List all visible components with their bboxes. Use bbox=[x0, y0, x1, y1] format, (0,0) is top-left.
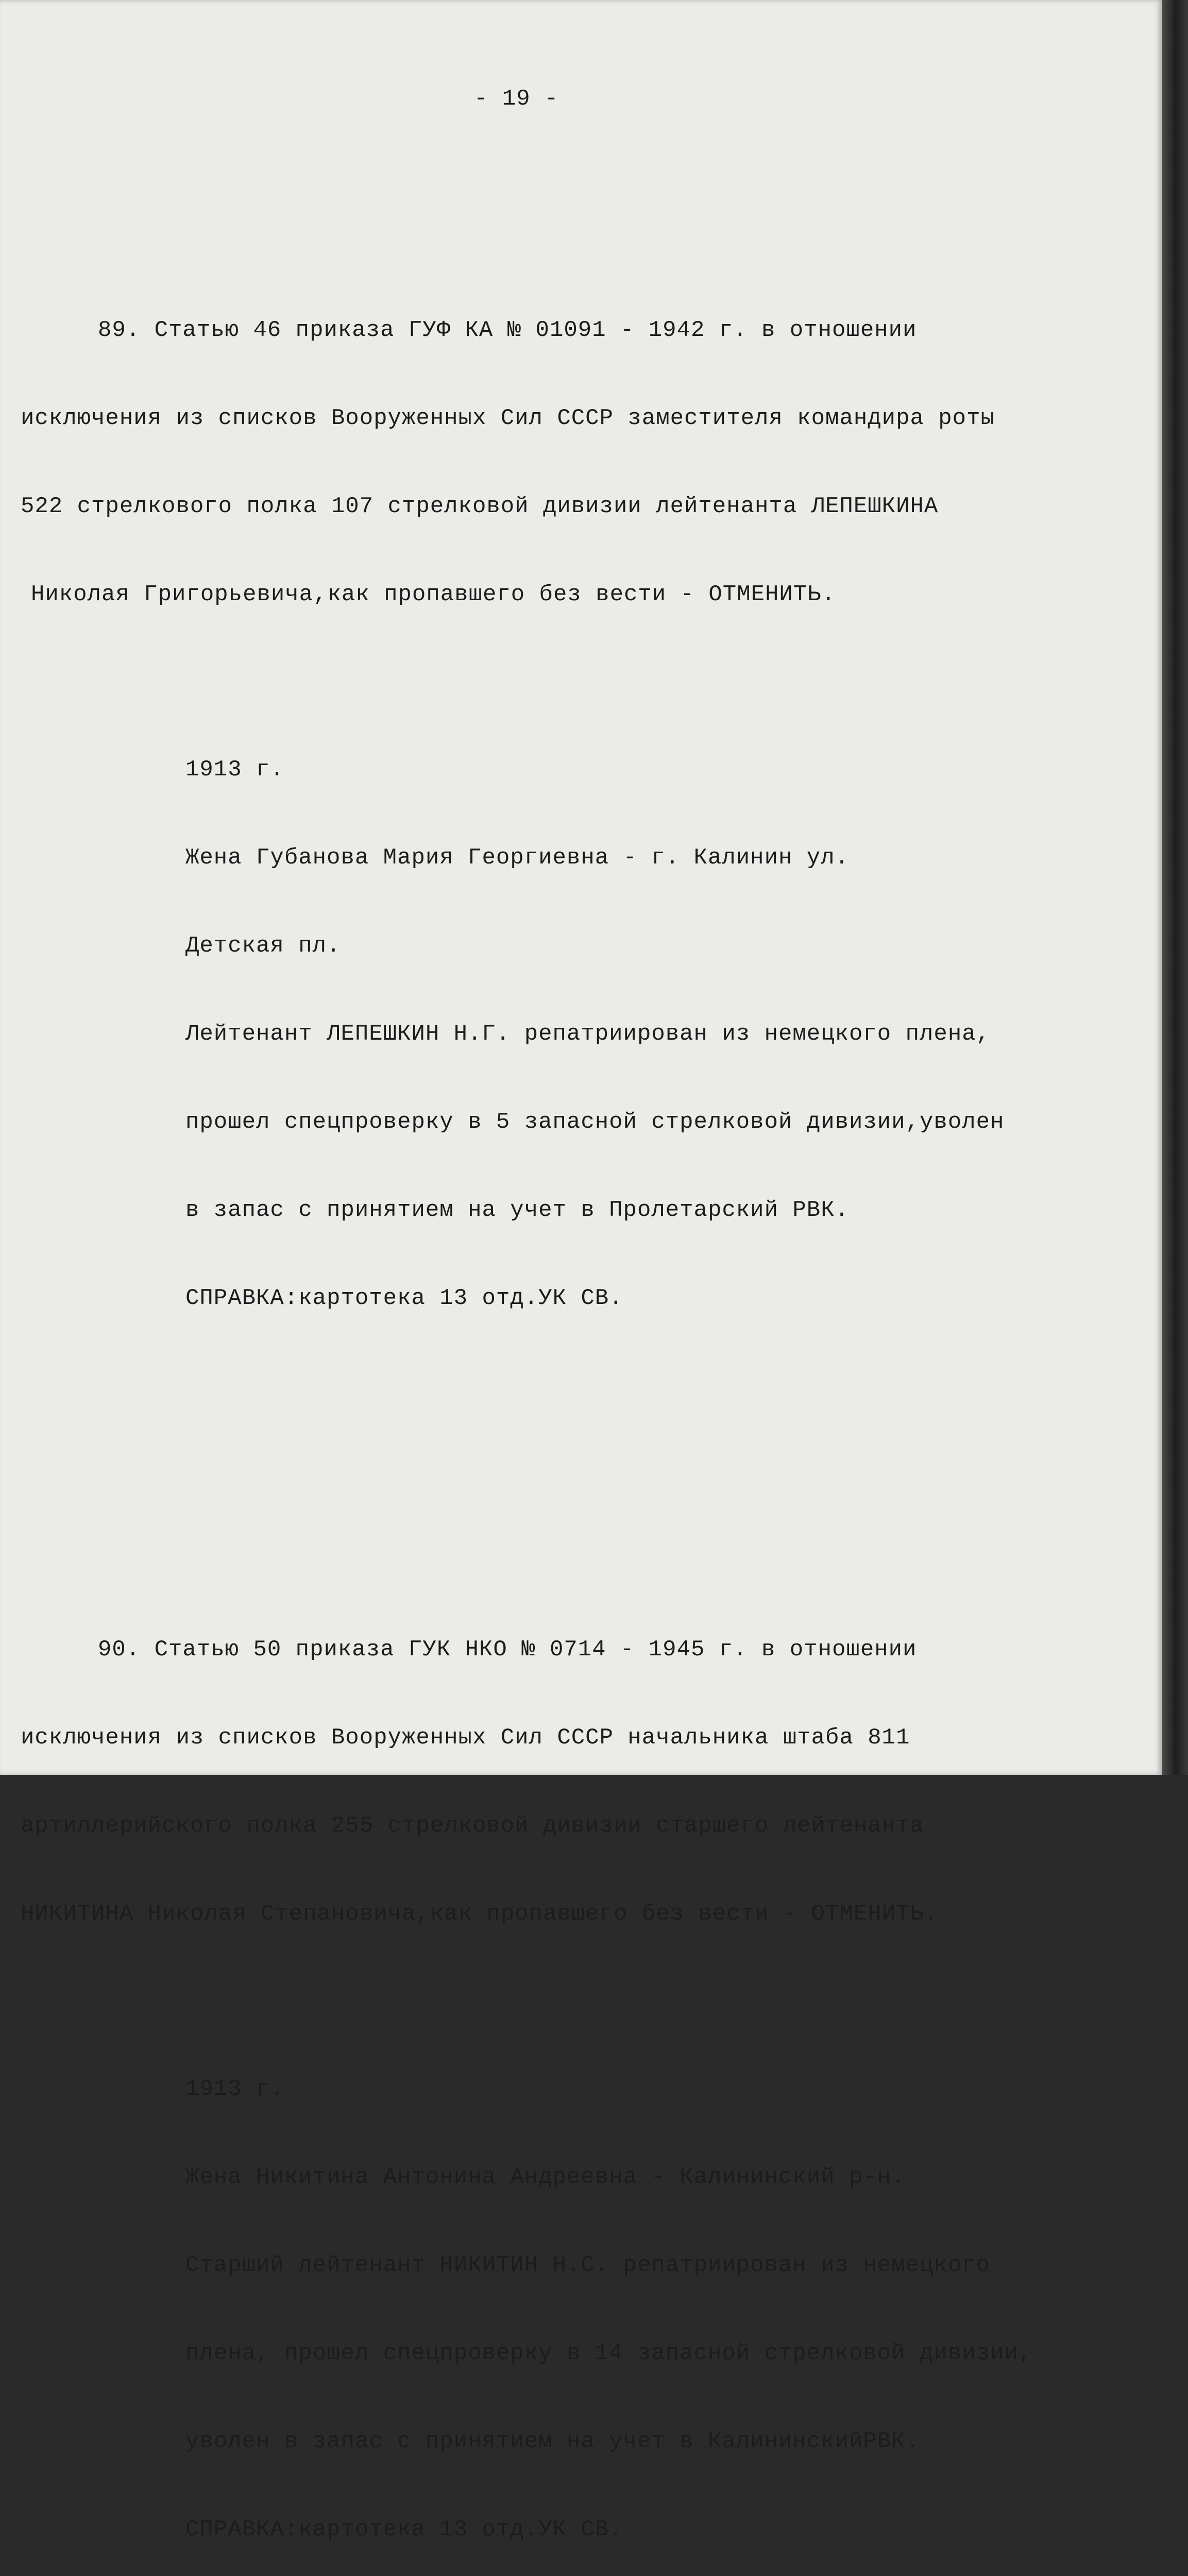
document-body bbox=[21, 26, 1149, 2576]
record-detail-line: уволен в запас с принятием на учет в КалининскийРВК. bbox=[185, 2429, 920, 2454]
record-90 bbox=[21, 1577, 1149, 2576]
record-detail-line: 1913 г. bbox=[185, 2076, 284, 2102]
record-detail-line: Лейтенант ЛЕПЕШКИН Н.Г. репатриирован из немецкого плена, bbox=[185, 1021, 991, 1047]
record-heading-line: исключения из списков Вооруженных Сил СССР начальника штаба 811 bbox=[21, 1725, 910, 1751]
record-detail-line: СПРАВКА:картотека 13 отд.УК СВ. bbox=[185, 2517, 623, 2543]
record-heading-line: 90. Статью 50 приказа ГУК НКО № 0714 - 1945 г. в отношении bbox=[98, 1637, 917, 1663]
record-heading-line: артиллерийского полка 255 стрелковой дивизии старшего лейтенанта bbox=[21, 1813, 924, 1839]
record-heading-line: 522 стрелкового полка 107 стрелковой дивизии лейтенанта ЛЕПЕШКИНА bbox=[21, 494, 939, 519]
record-detail-line: 1913 г. bbox=[185, 757, 284, 783]
record-detail-line: СПРАВКА:картотека 13 отд.УК СВ. bbox=[185, 1285, 623, 1311]
page-number: - 19 - bbox=[474, 86, 559, 112]
record-detail-line: в запас с принятием на учет в Пролетарский РВК. bbox=[185, 1197, 850, 1223]
record-heading-line: Николая Григорьевича,как пропавшего без вести - ОТМЕНИТЬ. bbox=[31, 582, 836, 607]
record-detail-line: Старший лейтенант НИКИТИН Н.С. репатриирован из немецкого bbox=[185, 2252, 991, 2278]
record-detail-line: Жена Губанова Мария Георгиевна - г. Калинин ул. bbox=[185, 845, 850, 871]
record-detail-line: плена, прошел спецпроверку в 14 запасной стрелковой дивизии, bbox=[185, 2341, 1033, 2366]
record-89 bbox=[21, 257, 1149, 1372]
record-heading-line: исключения из списков Вооруженных Сил СССР заместителя командира роты bbox=[21, 405, 995, 431]
record-heading-line: 89. Статью 46 приказа ГУФ КА № 01091 - 1942 г. в отношении bbox=[98, 317, 917, 343]
record-detail-line: прошел спецпроверку в 5 запасной стрелковой дивизии,уволен bbox=[185, 1109, 1005, 1135]
record-heading-line: НИКИТИНА Николая Степановича,как пропавшего без вести - ОТМЕНИТЬ. bbox=[21, 1901, 939, 1927]
record-detail-line: Жена Никитина Антонина Андреевна - Калининский р-н. bbox=[185, 2164, 906, 2190]
binding-edge bbox=[1162, 0, 1188, 1775]
record-detail-line: Детская пл. bbox=[185, 933, 341, 959]
